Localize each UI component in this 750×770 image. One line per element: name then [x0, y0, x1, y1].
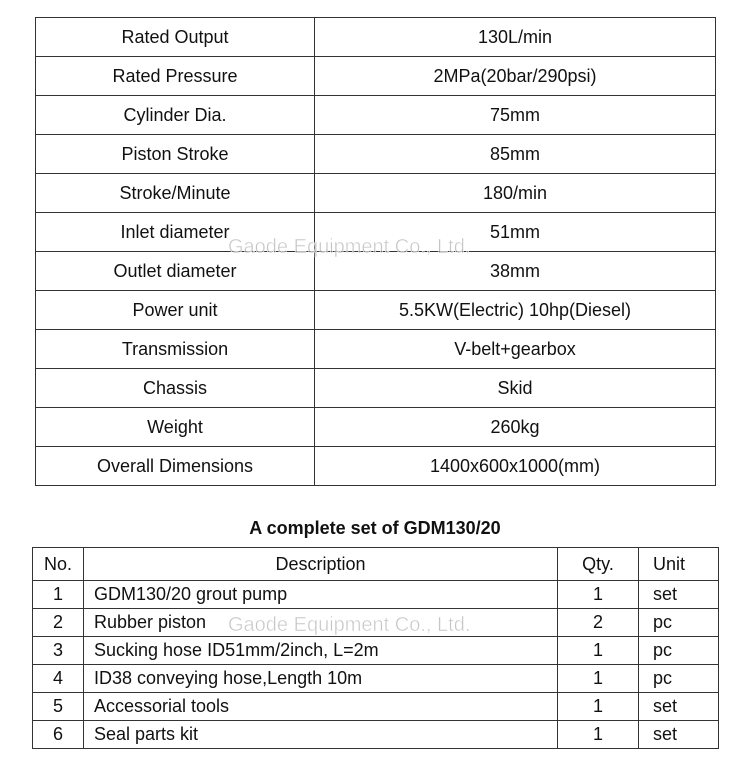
- table-row: [33, 693, 719, 721]
- item-unit: set: [639, 721, 719, 749]
- spec-row: [36, 18, 716, 57]
- item-no: 6: [33, 721, 84, 749]
- item-qty: 2: [558, 609, 639, 637]
- spec-label: Cylinder Dia.: [36, 96, 315, 135]
- spec-value: 180/min: [315, 174, 716, 213]
- item-no: 2: [33, 609, 84, 637]
- parts-table: [32, 547, 719, 749]
- spec-label: Stroke/Minute: [36, 174, 315, 213]
- header-no: No.: [33, 548, 84, 581]
- spec-row: [36, 447, 716, 486]
- spec-row: [36, 57, 716, 96]
- item-no: 1: [33, 581, 84, 609]
- table-row: [33, 665, 719, 693]
- header-unit: Unit: [639, 548, 719, 581]
- item-unit: pc: [639, 609, 719, 637]
- item-unit: set: [639, 581, 719, 609]
- table-row: [33, 721, 719, 749]
- spec-row: [36, 330, 716, 369]
- item-qty: 1: [558, 665, 639, 693]
- spec-value: 38mm: [315, 252, 716, 291]
- item-qty: 1: [558, 581, 639, 609]
- item-unit: pc: [639, 665, 719, 693]
- item-qty: 1: [558, 637, 639, 665]
- watermark: Gaode Equipment Co., Ltd.: [228, 614, 471, 636]
- item-unit: pc: [639, 637, 719, 665]
- spec-label: Chassis: [36, 369, 315, 408]
- item-qty: 1: [558, 721, 639, 749]
- spec-label: Transmission: [36, 330, 315, 369]
- item-description: GDM130/20 grout pump: [84, 581, 558, 609]
- item-description: Rubber piston: [84, 609, 558, 637]
- spec-row: [36, 96, 716, 135]
- spec-row: [36, 174, 716, 213]
- spec-label: Inlet diameter: [36, 213, 315, 252]
- spec-value: 85mm: [315, 135, 716, 174]
- spec-row: [36, 369, 716, 408]
- spec-row: [36, 252, 716, 291]
- spec-value: 75mm: [315, 96, 716, 135]
- item-no: 3: [33, 637, 84, 665]
- spec-value: 5.5KW(Electric) 10hp(Diesel): [315, 291, 716, 330]
- table-header-row: [33, 548, 719, 581]
- spec-label: Overall Dimensions: [36, 447, 315, 486]
- watermark: Gaode Equipment Co., Ltd.: [228, 236, 471, 258]
- item-no: 4: [33, 665, 84, 693]
- spec-row: [36, 135, 716, 174]
- table-row: [33, 637, 719, 665]
- spec-value: 51mm: [315, 213, 716, 252]
- header-qty: Qty.: [558, 548, 639, 581]
- spec-label: Outlet diameter: [36, 252, 315, 291]
- spec-value: V-belt+gearbox: [315, 330, 716, 369]
- spec-row: [36, 408, 716, 447]
- spec-value: 130L/min: [315, 18, 716, 57]
- item-description: Accessorial tools: [84, 693, 558, 721]
- spec-label: Weight: [36, 408, 315, 447]
- item-description: ID38 conveying hose,Length 10m: [84, 665, 558, 693]
- table-row: [33, 609, 719, 637]
- spec-row: [36, 291, 716, 330]
- item-description: Sucking hose ID51mm/2inch, L=2m: [84, 637, 558, 665]
- spec-label: Rated Pressure: [36, 57, 315, 96]
- spec-label: Power unit: [36, 291, 315, 330]
- spec-value: 260kg: [315, 408, 716, 447]
- spec-value: 2MPa(20bar/290psi): [315, 57, 716, 96]
- spec-label: Piston Stroke: [36, 135, 315, 174]
- table-row: [33, 581, 719, 609]
- spec-value: Skid: [315, 369, 716, 408]
- spec-value: 1400x600x1000(mm): [315, 447, 716, 486]
- item-no: 5: [33, 693, 84, 721]
- spec-row: [36, 213, 716, 252]
- spec-table: [35, 17, 716, 486]
- set-title: A complete set of GDM130/20: [249, 518, 501, 538]
- header-description: Description: [84, 548, 558, 581]
- item-qty: 1: [558, 693, 639, 721]
- spec-label: Rated Output: [36, 18, 315, 57]
- item-unit: set: [639, 693, 719, 721]
- item-description: Seal parts kit: [84, 721, 558, 749]
